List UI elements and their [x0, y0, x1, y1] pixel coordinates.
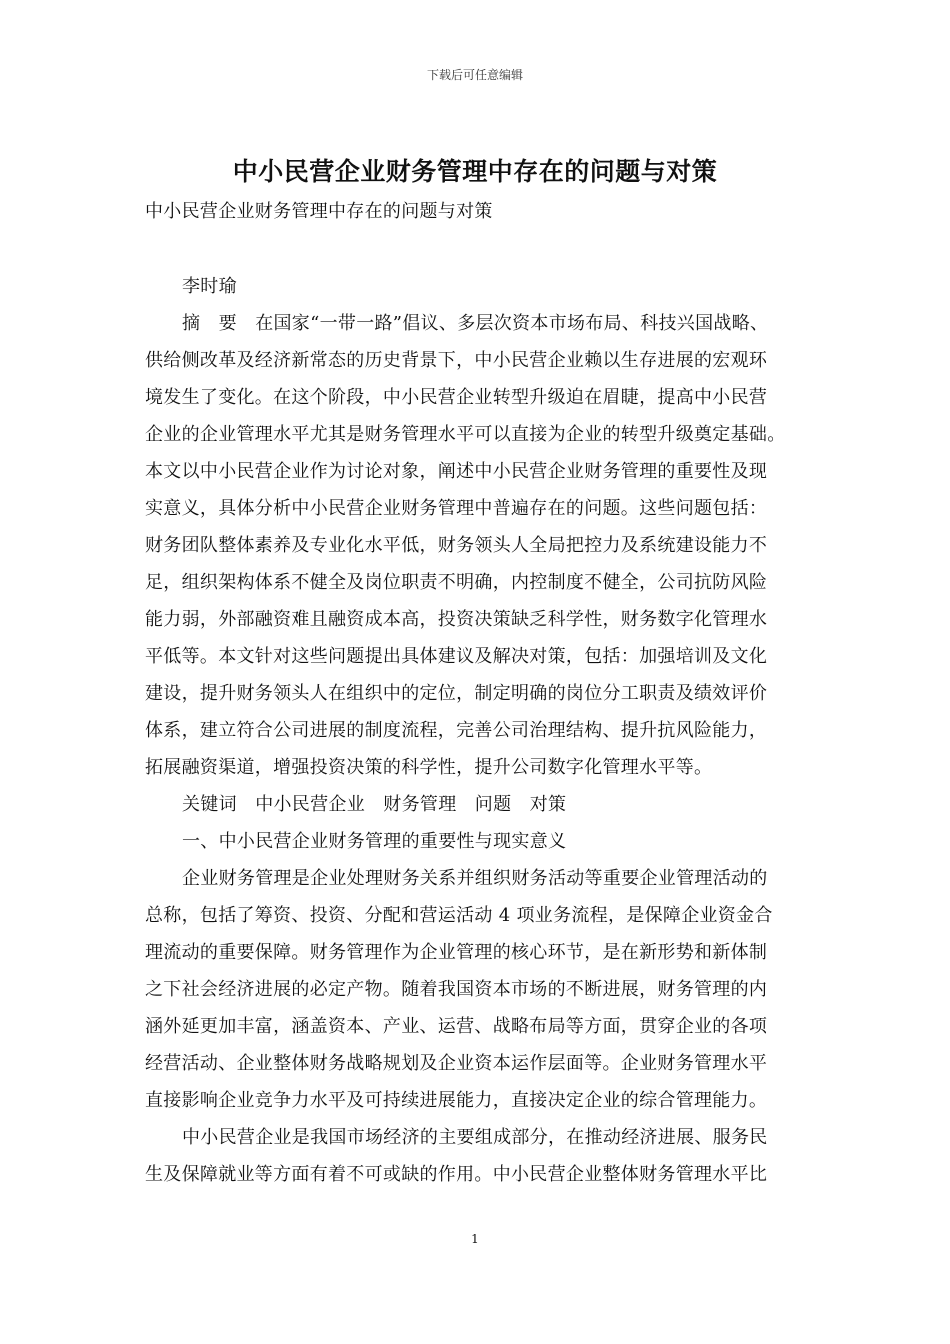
- body-paragraph-line: 生及保障就业等方面有着不可或缺的作用。中小民营企业整体财务管理水平比: [145, 1164, 768, 1185]
- abstract-line: 供给侧改革及经济新常态的历史背景下，中小民营企业赖以生存进展的宏观环: [145, 350, 768, 371]
- abstract-line: 足，组织架构体系不健全及岗位职责不明确，内控制度不健全，公司抗防风险: [145, 572, 768, 593]
- body-paragraph-line: 总称，包括了筹资、投资、分配和营运活动 4 项业务流程，是保障企业资金合: [145, 905, 773, 926]
- abstract-line: 本文以中小民营企业作为讨论对象，阐述中小民营企业财务管理的重要性及现: [145, 461, 768, 482]
- body-paragraph-line: 经营活动、企业整体财务战略规划及企业资本运作层面等。企业财务管理水平: [145, 1053, 768, 1074]
- body-paragraph-line: 中小民营企业是我国市场经济的主要组成部分，在推动经济进展、服务民: [182, 1127, 768, 1148]
- keywords-line: 关键词 中小民营企业 财务管理 问题 对策: [182, 794, 567, 815]
- page-number: 1: [471, 1232, 479, 1246]
- abstract-line: 能力弱，外部融资难且融资成本高，投资决策缺乏科学性，财务数字化管理水: [145, 609, 768, 630]
- section-heading: 一、中小民营企业财务管理的重要性与现实意义: [182, 831, 567, 852]
- abstract-line: 平低等。本文针对这些问题提出具体建议及解决对策，包括：加强培训及文化: [145, 646, 768, 667]
- abstract-line: 财务团队整体素养及专业化水平低，财务领头人全局把控力及系统建设能力不: [145, 535, 768, 556]
- body-paragraph-line: 之下社会经济进展的必定产物。随着我国资本市场的不断进展，财务管理的内: [145, 979, 768, 1000]
- abstract-line: 建设，提升财务领头人在组织中的定位，制定明确的岗位分工职责及绩效评价: [145, 683, 768, 704]
- body-paragraph-line: 直接影响企业竞争力水平及可持续进展能力，直接决定企业的综合管理能力。: [145, 1090, 768, 1111]
- body-paragraph-line: 理流动的重要保障。财务管理作为企业管理的核心环节，是在新形势和新体制: [145, 942, 768, 963]
- page-header-note: 下载后可任意编辑: [426, 68, 523, 82]
- abstract-line: 摘 要 在国家“一带一路”倡议、多层次资本市场布局、科技兴国战略、: [182, 313, 769, 334]
- body-paragraph-line: 涵外延更加丰富，涵盖资本、产业、运营、战略布局等方面，贯穿企业的各项: [145, 1016, 768, 1037]
- subtitle-line: 中小民营企业财务管理中存在的问题与对策: [145, 201, 493, 222]
- abstract-line: 企业的企业管理水平尤其是财务管理水平可以直接为企业的转型升级奠定基础。: [145, 424, 786, 445]
- body-paragraph-line: 企业财务管理是企业处理财务关系并组织财务活动等重要企业管理活动的: [182, 868, 768, 889]
- abstract-line: 拓展融资渠道，增强投资决策的科学性，提升公司数字化管理水平等。: [145, 757, 713, 778]
- abstract-line: 境发生了变化。在这个阶段，中小民营企业转型升级迫在眉睫，提高中小民营: [145, 387, 768, 408]
- abstract-line: 实意义，具体分析中小民营企业财务管理中普遍存在的问题。这些问题包括：: [145, 498, 768, 519]
- abstract-line: 体系，建立符合公司进展的制度流程，完善公司治理结构、提升抗风险能力，: [145, 720, 768, 741]
- document-title: 中小民营企业财务管理中存在的问题与对策: [232, 157, 718, 186]
- author-name: 李时瑜: [182, 276, 237, 297]
